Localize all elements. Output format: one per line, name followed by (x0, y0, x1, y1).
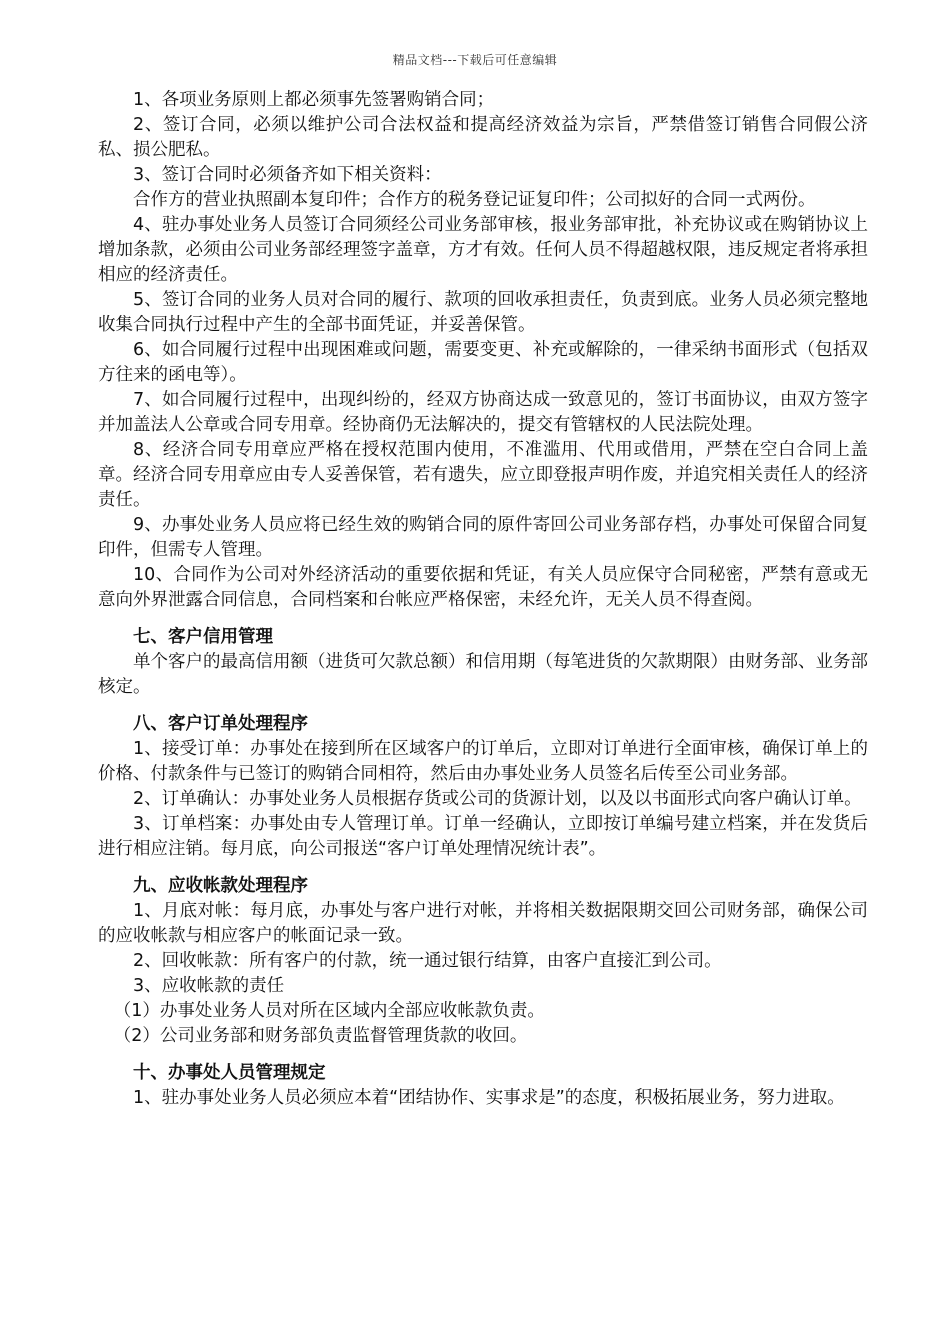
section-heading-staff: 十、办事处人员管理规定 (133, 1063, 326, 1083)
paragraph-7: 7、如合同履行过程中，出现纠纷的，经双方协商达成一致意见的，签订书面协议，由双方签字并加盖法人公章或合同专用章。经协商仍无法解决的，提交有管辖权的人民法院处理。 (98, 390, 868, 435)
section-receivables-item-3: 3、应收帐款的责任 (133, 976, 285, 996)
paragraph-4: 4、驻办事处业务人员签订合同须经公司业务部审核，报业务部审批，补充协议或在购销协议上增加条款，必须由公司业务部经理签字盖章，方才有效。任何人员不得超越权限，违反规定者将承担相应的经济责任。 (98, 215, 868, 285)
paragraph-3: 3、签订合同时必须备齐如下相关资料： (133, 165, 442, 185)
section-heading-receivables: 九、应收帐款处理程序 (133, 876, 308, 896)
paragraph-1: 1、各项业务原则上都必须事先签署购销合同； (133, 90, 495, 110)
page-header: 精品文档---下载后可任意编辑 (392, 53, 558, 67)
document-body (98, 88, 868, 1111)
section-receivables-subitem-2: （2）公司业务部和财务部负责监督管理货款的收回。 (113, 1026, 528, 1046)
section-credit-item-1: 单个客户的最高信用额（进货可欠款总额）和信用期（每笔进货的欠款期限）由财务部、业务部核定。 (98, 652, 868, 697)
section-staff-item-1: 1、驻办事处业务人员必须应本着“团结协作、实事求是”的态度，积极拓展业务，努力进取。 (133, 1088, 845, 1108)
paragraph-6: 6、如合同履行过程中出现困难或问题，需要变更、补充或解除的，一律采纳书面形式（包括双方往来的函电等）。 (98, 340, 868, 385)
paragraph-8: 8、经济合同专用章应严格在授权范围内使用，不准滥用、代用或借用，严禁在空白合同上盖章。经济合同专用章应由专人妥善保管，若有遗失，应立即登报声明作废，并追究相关责任人的经济责任。 (98, 440, 868, 510)
paragraph-9: 9、办事处业务人员应将已经生效的购销合同的原件寄回公司业务部存档，办事处可保留合同复印件，但需专人管理。 (98, 515, 868, 560)
section-receivables-subitem-1: （1）办事处业务人员对所在区域内全部应收帐款负责。 (113, 1001, 545, 1021)
section-orders-item-1: 1、接受订单：办事处在接到所在区域客户的订单后，立即对订单进行全面审核，确保订单上的价格、付款条件与已签订的购销合同相符，然后由办事处业务人员签名后传至公司业务部。 (98, 739, 868, 784)
section-heading-orders: 八、客户订单处理程序 (133, 714, 308, 734)
paragraph-3-detail: 合作方的营业执照副本复印件；合作方的税务登记证复印件；公司拟好的合同一式两份。 (133, 190, 816, 210)
section-heading-credit: 七、客户信用管理 (133, 627, 273, 647)
paragraph-5: 5、签订合同的业务人员对合同的履行、款项的回收承担责任，负责到底。业务人员必须完整地收集合同执行过程中产生的全部书面凭证，并妥善保管。 (98, 290, 868, 335)
paragraph-2: 2、签订合同，必须以维护公司合法权益和提高经济效益为宗旨，严禁借签订销售合同假公济私、损公肥私。 (98, 115, 868, 160)
section-receivables-item-1: 1、月底对帐：每月底，办事处与客户进行对帐，并将相关数据限期交回公司财务部，确保公司的应收帐款与相应客户的帐面记录一致。 (98, 901, 868, 946)
section-orders-item-2: 2、订单确认：办事处业务人员根据存货或公司的货源计划，以及以书面形式向客户确认订单。 (133, 789, 862, 809)
section-orders-item-3: 3、订单档案：办事处由专人管理订单。订单一经确认，立即按订单编号建立档案，并在发货后进行相应注销。每月底，向公司报送“客户订单处理情况统计表”。 (98, 814, 868, 859)
section-receivables-item-2: 2、回收帐款：所有客户的付款，统一通过银行结算，由客户直接汇到公司。 (133, 951, 722, 971)
paragraph-10: 10、合同作为公司对外经济活动的重要依据和凭证，有关人员应保守合同秘密，严禁有意或无意向外界泄露合同信息，合同档案和台帐应严格保密，未经允许，无关人员不得查阅。 (98, 565, 868, 610)
